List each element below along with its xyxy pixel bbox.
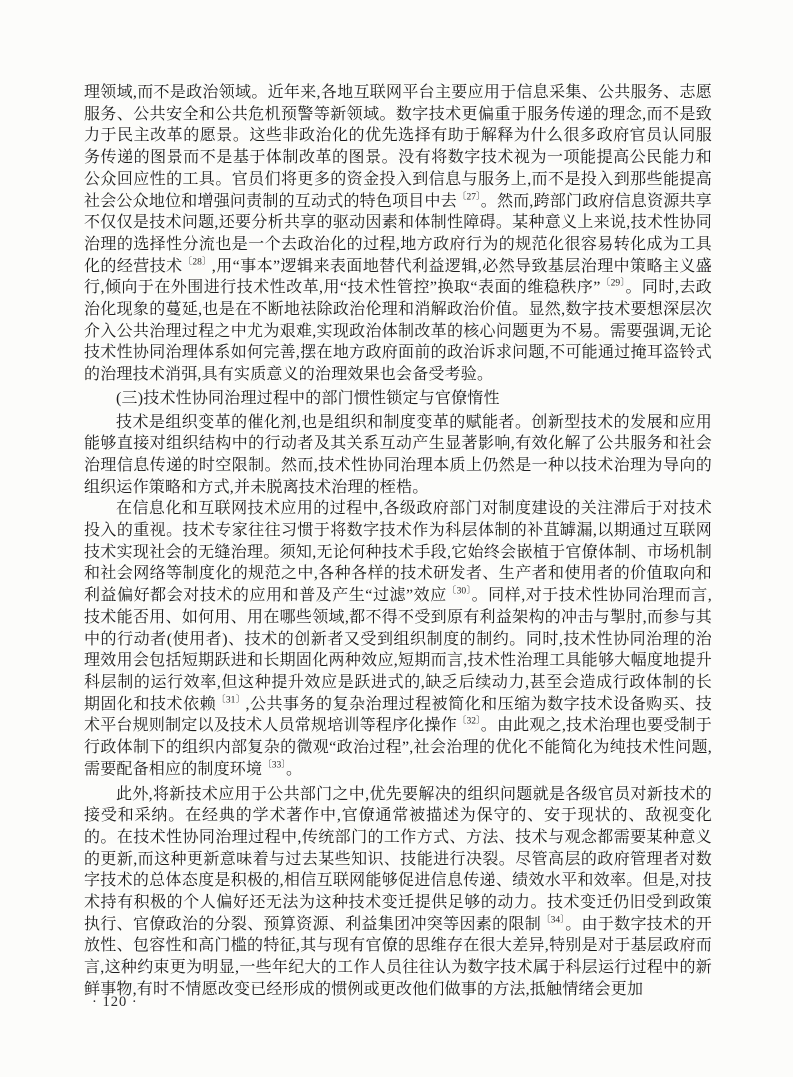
page-number: · 120 · [92,994,138,1010]
paragraph: 此外,将新技术应用于公共部门之中,优先要解决的组织问题就是各级官员对新技术的接受和采纳。在经典的学术著作中,官僚通常被描述为保守的、安于现状的、敌视变化的。在技术性协同治理过程中,传统部门的工作方式、方法、技术与观念都需要某种意义的更新,而这种更新意味着与过去某些知识、技能进行决裂。尽管高层的政府管理者对数字技术的总体态度是积极的,相信互联网能够促进信息传递、绩效水平和效率。但是,对技术持有积极的个人偏好还无法为这种技术变迁提供足够的动力。技术变迁仍旧受到政策执行、官僚政治的分裂、预算资源、利益集团冲突等因素的限制$^{〔34〕}$。由于数字技术的开放性、包容性和高门槛的特征,其与现有官僚的思维存在很大差异,特别是对于基层政府而言,这种约束更为明显,一些年纪大的工作人员往往认为数字技术属于科层运行过程中的新鲜事物,有时不情愿改变已经形成的惯例或更改他们做事的方法,抵触情绪会更加 [84,785,712,998]
paragraph: 技术是组织变革的催化剂,也是组织和制度变革的赋能者。创新型技术的发展和应用能够直接对组织结构中的行动者及其关系互动产生显著影响,有效化解了公共服务和社会治理信息传递的时空限制。然而,技术性协同治理本质上仍然是一种以技术治理为导向的组织运作策略和方式,并未脱离技术治理的桎梏。 [84,413,712,496]
text-block [84,82,712,1001]
paragraph-continuation: 理领域,而不是政治领域。近年来,各地互联网平台主要应用于信息采集、公共服务、志愿服务、公共安全和公共危机预警等新领域。数字技术更偏重于服务传递的理念,而不是致力于民主改革的愿景。这些非政治化的优先选择有助于解释为什么很多政府官员认同服务传递的图景而不是基于体制改革的图景。没有将数字技术视为一项能提高公民能力和公众回应性的工具。官员们将更多的资金投入到信息与服务上,而不是投入到那些能提高社会公众地位和增强问责制的互动式的特色项目中去$^{〔27〕}$。然而,跨部门政府信息资源共享不仅仅是技术问题,还要分析共享的驱动因素和体制性障碍。某种意义上来说,技术性协同治理的选择性分流也是一个去政治化的过程,地方政府行为的规范化很容易转化成为工具化的经营技术$^{〔28〕}$,用“事本”逻辑来表面地替代利益逻辑,必然导致基层治理中策略主义盛行,倾向于在外围进行技术性改革,用“技术性管控”换取“表面的维稳秩序”$^{〔29〕}$。同时,去政治化现象的蔓延,也是在不断地祛除政治伦理和消解政治价值。显然,数字技术要想深层次介入公共治理过程之中尤为艰难,实现政治体制改革的核心问题更为不易。需要强调,无论技术性协同治理体系如何完善,摆在地方政府面前的政治诉求问题,不可能通过掩耳盗铃式的治理技术消弭,具有实质意义的治理效果也会备受考验。 [84,84,712,384]
paragraph: 在信息化和互联网技术应用的过程中,各级政府部门对制度建设的关注滞后于对技术投入的重视。技术专家往往习惯于将数字技术作为科层体制的补苴罅漏,以期通过互联网技术实现社会的无缝治理。须知,无论何种技术手段,它始终会嵌植于官僚体制、市场机制和社会网络等制度化的规范之中,各种各样的技术研发者、生产者和使用者的价值取向和利益偏好都会对技术的应用和普及产生“过滤”效应$^{〔30〕}$。同样,对于技术性协同治理而言,技术能否用、如何用、用在哪些领域,都不得不受到原有利益架构的冲击与掣肘,而参与其中的行动者(使用者)、技术的创新者又受到组织制度的制约。同时,技术性协同治理的治理效用会包括短期跃进和长期固化两种效应,短期而言,技术性治理工具能够大幅度地提升科层制的运行效率,但这种提升效应是跃进式的,缺乏后续动力,甚至会造成行政体制的长期固化和技术依赖$^{〔31〕}$,公共事务的复杂治理过程被简化和压缩为数字技术设备购买、技术平台规则制定以及技术人员常规培训等程序化操作$^{〔32〕}$。由此观之,技术治理也要受制于行政体制下的组织内部复杂的微观“政治过程”,社会治理的优化不能简化为纯技术性问题,需要配备相应的制度环境$^{〔33〕}$。 [84,500,712,778]
section-heading: (三)技术性协同治理过程中的部门惯性锁定与官僚惰性 [116,389,500,407]
